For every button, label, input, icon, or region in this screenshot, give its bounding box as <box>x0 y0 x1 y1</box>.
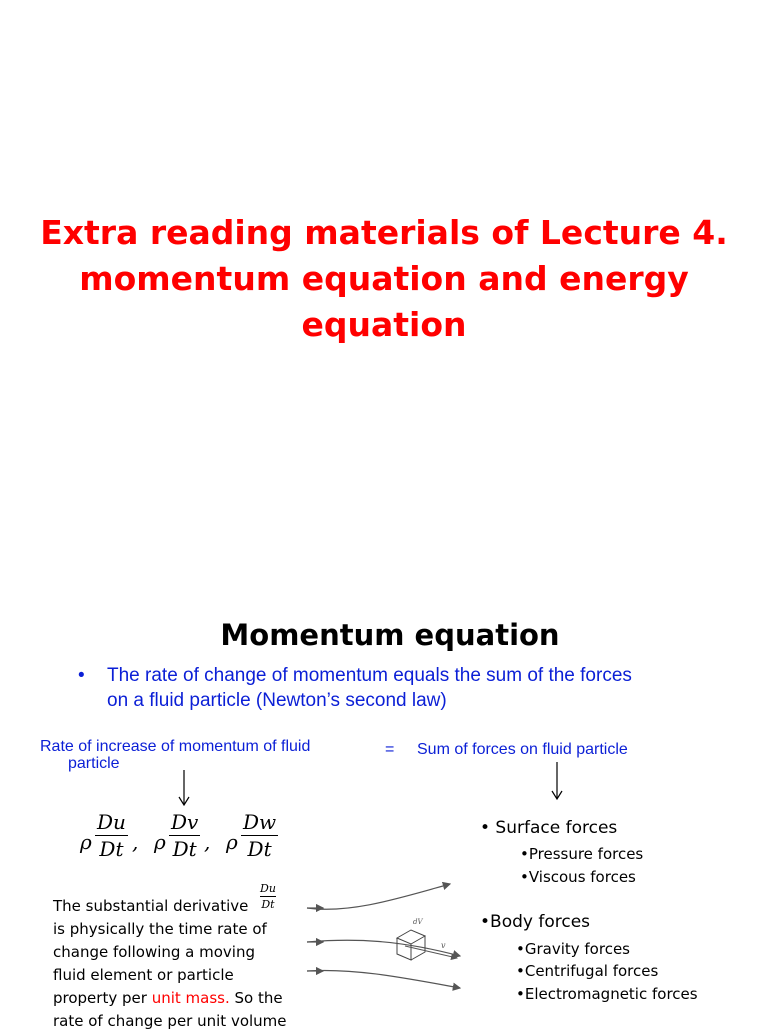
surface-forces-heading: • Surface forces <box>480 818 618 838</box>
fraction-denominator: Dt <box>261 898 275 911</box>
comma: , <box>204 830 211 854</box>
substantial-derivative-text <box>53 895 303 1033</box>
text-line: change following a moving <box>53 943 255 961</box>
gravity-forces-item: •Gravity forces <box>516 940 630 958</box>
text-line: The substantial derivative <box>53 897 249 915</box>
text-span: property per <box>53 989 147 1007</box>
pressure-forces-item: •Pressure forces <box>520 845 644 863</box>
bullet-marker: • <box>78 665 85 686</box>
fraction-bar <box>260 896 276 897</box>
fraction-bar <box>241 835 278 836</box>
fraction-dw-dt <box>241 810 278 861</box>
fraction-numerator: Dw <box>243 810 277 834</box>
body-forces-heading: •Body forces <box>480 912 591 932</box>
fraction-denominator: Dt <box>247 837 272 861</box>
text-line <box>53 987 303 1010</box>
label-v: v <box>441 941 446 950</box>
unit-mass-highlight: unit mass. <box>151 989 230 1007</box>
fraction-bar <box>169 835 200 836</box>
fraction-numerator: Dv <box>171 810 199 834</box>
bullet-line-2: on a fluid particle (Newton’s second law) <box>107 690 447 711</box>
lhs-label-line-2: particle <box>68 755 120 772</box>
rhs-label: Sum of forces on fluid particle <box>417 741 628 758</box>
viscous-forces-item: •Viscous forces <box>520 868 636 886</box>
fraction-dv-dt <box>169 810 200 861</box>
rho-symbol: ρ <box>226 830 238 854</box>
momentum-heading: Momentum equation <box>220 618 560 652</box>
fluid-element-figure <box>305 878 465 993</box>
slide-title-line-3: equation <box>301 305 467 344</box>
text-line: rate of change per unit volume <box>53 1012 287 1030</box>
fraction-denominator: Dt <box>99 837 124 861</box>
label-dv: dV <box>413 918 423 926</box>
rho-symbol: ρ <box>80 830 92 854</box>
electromagnetic-forces-item: •Electromagnetic forces <box>516 985 698 1003</box>
fraction-denominator: Dt <box>172 837 197 861</box>
comma: , <box>132 830 139 854</box>
lhs-label-line-1: Rate of increase of momentum of fluid <box>40 738 311 755</box>
slide-title-line-1: Extra reading materials of Lecture 4. <box>40 213 728 252</box>
text-line: is physically the time rate of <box>53 920 267 938</box>
bullet-text <box>107 663 632 713</box>
inline-fraction-du-dt <box>260 882 276 911</box>
slide-title <box>0 210 768 348</box>
down-arrow-icon <box>177 770 191 808</box>
text-line: fluid element or particle <box>53 966 234 984</box>
centrifugal-forces-item: •Centrifugal forces <box>516 962 659 980</box>
bullet-line-1: The rate of change of momentum equals the sum of the forces <box>107 665 632 686</box>
fraction-numerator: Du <box>97 810 126 834</box>
fraction-bar <box>95 835 128 836</box>
rho-symbol: ρ <box>154 830 166 854</box>
fraction-du-dt <box>95 810 128 861</box>
text-span: So the <box>234 989 283 1007</box>
fraction-numerator: Du <box>260 882 276 895</box>
slide-title-line-2: momentum equation and energy <box>79 259 689 298</box>
down-arrow-icon <box>550 762 564 802</box>
equals-sign: = <box>385 741 395 758</box>
